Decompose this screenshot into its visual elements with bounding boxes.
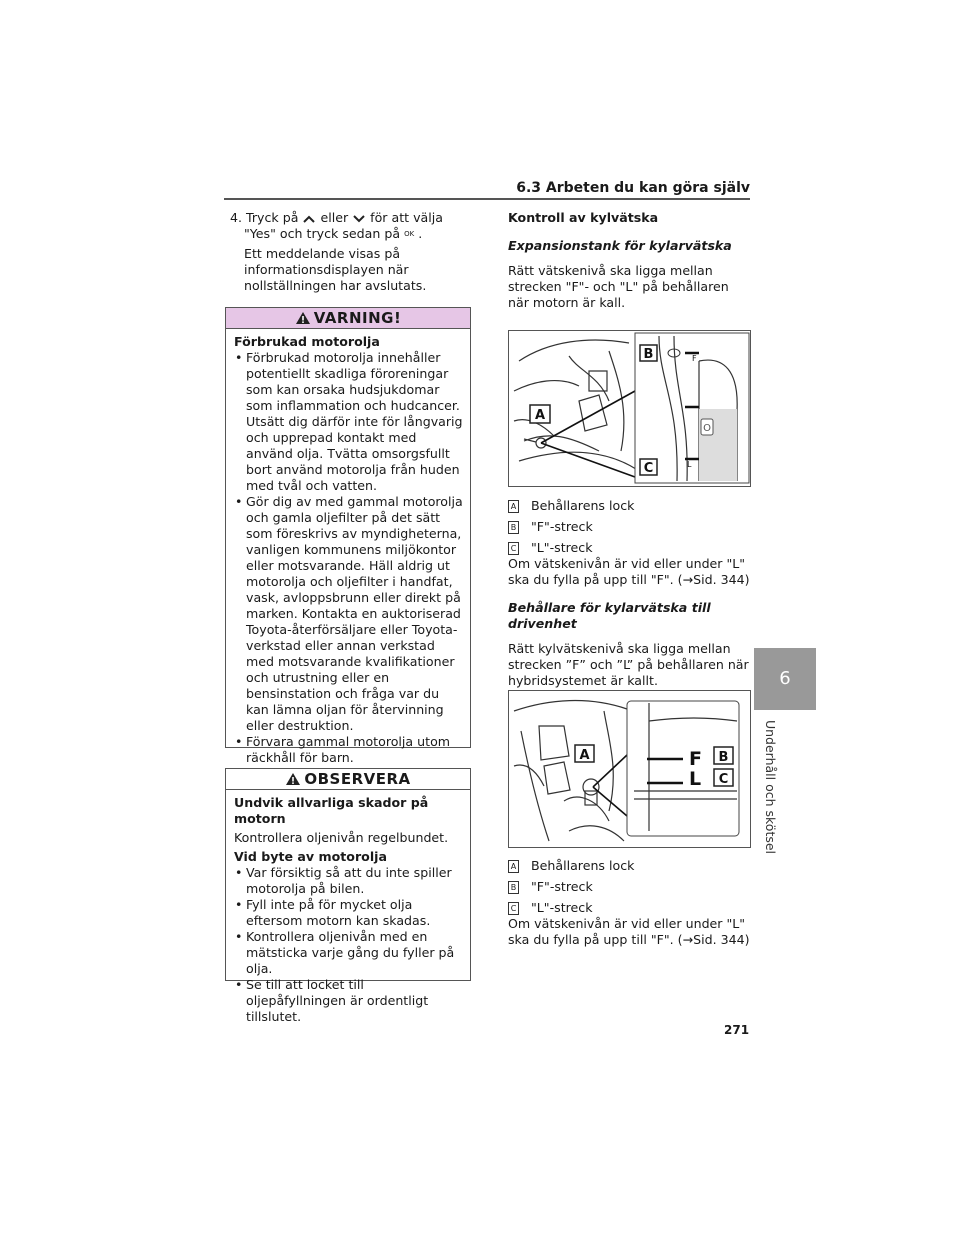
- fig1-callout-b: B: [643, 347, 654, 362]
- legend-note: Om vätskenivån är vid eller under "L" ska du fylla på upp till "F". (→Sid. 344): [508, 556, 750, 587]
- notice-sub1: Undvik allvarliga skador på motorn: [234, 795, 429, 826]
- notice-text1: Kontrollera oljenivån regelbundet.: [234, 830, 449, 845]
- warning-title: VARNING!: [313, 309, 402, 327]
- coolant-intro: [508, 210, 750, 311]
- figure-drive-unit-tank: [508, 690, 751, 848]
- legend-2: [508, 853, 750, 948]
- coolant-heading: Kontroll av kylvätska: [508, 210, 659, 225]
- fig2-callout-a: A: [579, 748, 590, 763]
- legend-note: Om vätskenivån är vid eller under "L" ska du fylla på upp till "F". (→Sid. 344): [508, 916, 750, 947]
- step-or: eller: [320, 210, 349, 225]
- coolant-sub2: Behållare för kylarvätska till drivenhet: [508, 600, 711, 631]
- legend-1: [508, 493, 750, 689]
- step-suffix: för att välja: [370, 210, 443, 225]
- notice-title: OBSERVERA: [304, 770, 411, 788]
- fig1-label-l: L: [687, 460, 692, 469]
- step-4: 4. Tryck på eller för att välja "Yes" och tryck sedan på $^{OK}$ . Ett meddelande visas på informationsdisplayen när nollställningen har avslutats.: [230, 210, 468, 294]
- step-line2: "Yes" och tryck sedan på: [244, 226, 401, 241]
- header-rule: [224, 198, 750, 200]
- fig1-label-f: F: [692, 354, 697, 363]
- coolant-sub1: Expansionstank för kylarvätska: [508, 238, 732, 253]
- warning-header: [226, 308, 470, 329]
- warning-box: [225, 307, 471, 765]
- notice-bullet: • Kontrollera oljenivån med en mätsticka varje gång du fyller på olja.: [234, 929, 464, 977]
- legend-item: A Behållarens lock: [508, 858, 750, 874]
- chevron-up-icon: [302, 214, 316, 224]
- warning-subtitle: Förbrukad motorolja: [234, 334, 380, 349]
- warning-bullet: • Förbrukad motorolja innehåller potentiellt skadliga föroreningar som kan orsaka hudsjukdomar som inflammation och hudcancer. Utsätt dig därför inte för långvarig och upprepad kontakt med använd olja. Tvätta omsorgsfullt bort använd motorolja från huden med tvål och vatten.: [234, 350, 464, 494]
- notice-header: [226, 769, 470, 790]
- legend-item: C "L"-streck: [508, 900, 750, 916]
- ok-icon: OK: [404, 230, 415, 238]
- fig1-callout-c: C: [643, 461, 654, 476]
- chapter-number: 6: [779, 668, 791, 689]
- notice-sub2: Vid byte av motorolja: [234, 849, 387, 864]
- notice-box: [225, 768, 471, 1024]
- chapter-tab[interactable]: [754, 648, 816, 710]
- fig1-label-o: O: [703, 423, 711, 434]
- notice-bullet: • Fyll inte på för mycket olja eftersom motorn kan skadas.: [234, 897, 464, 929]
- fig2-label-f: F: [689, 748, 702, 770]
- coolant-text1: Rätt vätskenivå ska ligga mellan strecken "F"- och "L" på behållaren när motorn är kall.: [508, 263, 729, 310]
- expansion-tank-illustration: [509, 331, 750, 486]
- warning-bullet: • Förvara gammal motorolja utom räckhåll för barn.: [234, 734, 464, 766]
- step-prefix: 4. Tryck på: [230, 210, 299, 225]
- notice-bullet: • Se till att locket till oljepåfyllningen är ordentligt tillslutet.: [234, 977, 464, 1025]
- step-note: Ett meddelande visas på informationsdisplayen när nollställningen har avslutats.: [244, 246, 427, 293]
- fig2-callout-b: B: [718, 750, 729, 765]
- notice-bullet: • Var försiktig så att du inte spiller motorolja på bilen.: [234, 865, 464, 897]
- legend-item: C "L"-streck: [508, 540, 750, 556]
- chapter-side-label: Underhåll och skötsel: [763, 719, 778, 855]
- legend-item: A Behållarens lock: [508, 498, 750, 514]
- page-number: 271: [724, 1023, 750, 1037]
- chevron-down-icon: [352, 214, 366, 224]
- drive-unit-tank-illustration: [509, 691, 750, 847]
- warning-icon: [285, 772, 301, 786]
- legend-item: B "F"-streck: [508, 519, 750, 535]
- legend-item: B "F"-streck: [508, 879, 750, 895]
- warning-bullet: • Gör dig av med gammal motorolja och gamla oljefilter på det sätt som föreskrivs av myndigheterna, vanligen kommunens miljökontor eller motsvarande. Häll aldrig ut motorolja och oljefilter i handfat, vask, avloppsbrunn eller direkt på marken. Kontakta en auktoriserad Toyota-återförsäljare eller Toyota-verkstad eller annan verkstad med motsvarande kvalifikationer och utrustning eller en bensinstation och fråga var du kan lämna oljan för återvinning eller destruktion.: [234, 494, 464, 734]
- section-title: 6.3 Arbeten du kan göra själv: [516, 180, 750, 196]
- fig2-label-l: L: [689, 768, 702, 790]
- warning-icon: [295, 311, 311, 325]
- coolant-text2: Rätt kylvätskenivå ska ligga mellan strecken ”F” och ”L” på behållaren när hybridsystemet är kallt.: [508, 641, 749, 688]
- figure-expansion-tank: [508, 330, 751, 487]
- fig1-callout-a: A: [534, 408, 546, 423]
- fig2-callout-c: C: [718, 772, 729, 787]
